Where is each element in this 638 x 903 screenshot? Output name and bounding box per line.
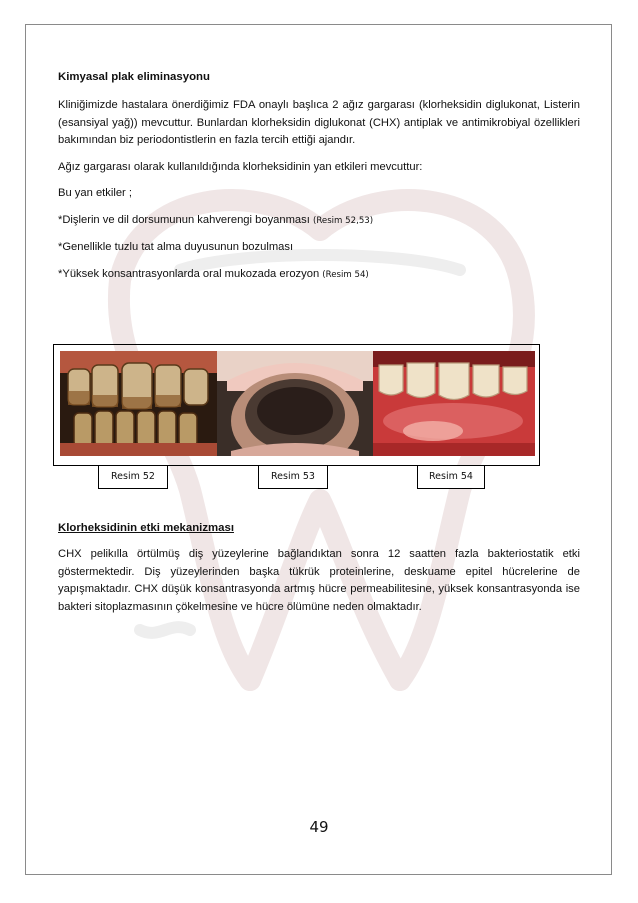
caption-resim-52: Resim 52 (98, 465, 168, 489)
side-effects-lead: Bu yan etkiler ; (58, 187, 132, 199)
photo-stained-teeth (60, 351, 217, 456)
figure-reference: (Resim 54) (322, 269, 369, 280)
intro-paragraph: Kliniğimizde hastalara önerdiğimiz FDA onaylı başlıca 2 ağız gargarası (klorheksidin diglukonat, Listerin (esansiyal yağ)) mevcuttur. Bunlardan klorheksidin diglukonat (CHX) antiplak ve antimikrobiyal özellikleri bakımından biz periodontistlerin en fazla tercih ettiği ajandır. (58, 99, 580, 146)
photo-mucosal-erosion (373, 351, 535, 456)
section-plaque-elimination (58, 71, 580, 284)
section-heading-mechanism: Klorheksidinin etki mekanizması (58, 522, 234, 534)
figure-panel (53, 344, 540, 466)
side-effects-intro: Ağız gargarası olarak kullanıldığında klorheksidinin yan etkileri mevcuttur: (58, 160, 423, 173)
caption-resim-53: Resim 53 (258, 465, 328, 489)
side-effect-item (58, 239, 580, 257)
side-effect-item (58, 212, 580, 231)
caption-resim-54: Resim 54 (417, 465, 485, 489)
side-effect-text: *Genellikle tuzlu tat alma duyusunun bozulması (58, 241, 294, 253)
side-effect-item (58, 266, 580, 285)
side-effect-text: *Dişlerin ve dil dorsumunun kahverengi boyanması (58, 213, 313, 226)
page-number: 49 (309, 818, 329, 836)
section-heading: Kimyasal plak eliminasyonu (58, 71, 210, 83)
photo-stained-tongue (217, 351, 373, 456)
figure-reference: (Resim 52,53) (312, 215, 374, 226)
mechanism-paragraph: CHX pelikılla örtülmüş diş yüzeylerine bağlandıktan sonra 12 saatten fazla bakteriostatik etki göstermektedir. Diş yüzeylerinden başka tükrük proteinlerine, deskuame epitel hücrelerine de yapışmaktadır. CHX düşük konsantrasyonda artmış hücre permeabilitesine, yüksek konsantrasyonda ise bakteri sitoplazmasının çökelmesine ve hücre ölümüne neden olmaktadır. (58, 548, 580, 613)
side-effect-text: *Yüksek konsantrasyonlarda oral mukozada erozyon (58, 267, 323, 280)
